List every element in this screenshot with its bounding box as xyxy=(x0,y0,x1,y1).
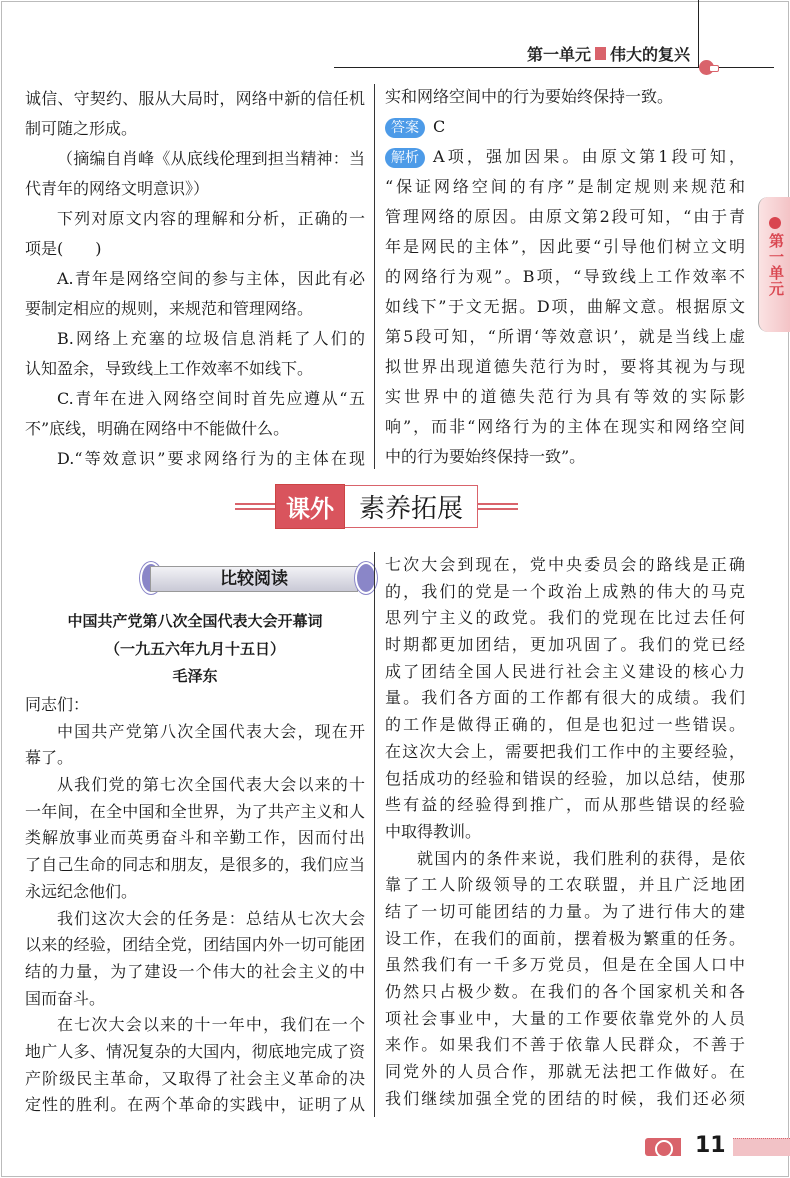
text-line: 以来的经验，团结全党，团结国内外一切可能团 xyxy=(25,935,365,955)
text-line: 结了一切可能团结的力量。为了进行伟大的建 xyxy=(385,901,745,921)
answer-value: C xyxy=(433,117,446,136)
text-line: 中取得教训。 xyxy=(385,821,482,841)
analysis-tag: 解析 xyxy=(385,148,425,168)
page-decoration xyxy=(733,1138,790,1156)
text-line: 的，我们的党是一个政治上成熟的伟大的马克 xyxy=(385,581,745,601)
bottom-right-column xyxy=(385,552,745,1112)
text-line: 如线下”于文无据。D项，曲解文意。根据原文 xyxy=(385,297,745,316)
text-line: 就国内的条件来说，我们胜利的获得，是依 xyxy=(417,848,745,868)
text-line: 来作。如果我们不善于依靠人民群众，不善于 xyxy=(385,1035,745,1055)
text-line: “保证网络空间的有序”是制定规则来规范和 xyxy=(385,177,745,196)
text-line: 同党外的人员合作，那就无法把工作做好。在 xyxy=(385,1062,745,1082)
text-line: 虽然我们有一千多万党员，但是在全国人口中 xyxy=(385,955,745,975)
text-line: 在七次大会以来的十一年中，我们在一个 xyxy=(57,1015,365,1035)
text-line: 些有益的经验得到推广，而从那些错误的经验 xyxy=(385,795,745,815)
text-line: 类解放事业而英勇奋斗和辛勤工作，因而付出 xyxy=(25,828,365,848)
text-line: D.“等效意识”要求网络行为的主体在现 xyxy=(57,449,365,468)
section-banner xyxy=(235,484,518,528)
bottom-left-column xyxy=(25,692,365,1119)
article-title: 中国共产党第八次全国代表大会开幕词 xyxy=(67,612,323,630)
page-number: 11 xyxy=(695,1133,726,1158)
text-line: 要制定相应的规则，来规范和管理网络。 xyxy=(25,299,314,318)
text-line: 的工作是做得正确的，但是也犯过一些错误。 xyxy=(385,715,745,735)
text-line: 认知盈余，导致线上工作效率不如线下。 xyxy=(25,359,314,378)
text-line: 了自己生命的同志和朋友，是很多的，我们应当 xyxy=(25,855,365,875)
text-line: 在这次大会上，需要把我们工作中的主要经验， xyxy=(385,741,745,761)
answer-column xyxy=(385,82,745,472)
text-line: 我们这次大会的任务是：总结从七次大会 xyxy=(57,908,365,928)
unit-label: 第一单元 xyxy=(526,45,591,64)
text-line: 时期都更加团结，更加巩固了。我们的党已经 xyxy=(385,635,745,655)
article-date: （一九五六年九月十五日） xyxy=(104,640,285,658)
column-divider xyxy=(374,552,375,1117)
text-line: 响”，而非“网络行为的主体在现实和网络空间 xyxy=(385,417,745,436)
text-line: 拟世界出现道德失范行为时，要将其视为与现 xyxy=(385,357,745,376)
text-line: 成了团结全国人民进行社会主义建设的核心力 xyxy=(385,661,745,681)
top-left-column xyxy=(25,84,365,474)
text-line: 诚信、守契约、服从大局时，网络中新的信任机 xyxy=(25,89,365,108)
text-line: 七次大会到现在，党中央委员会的路线是正确 xyxy=(385,555,745,574)
text-line: 制可随之形成。 xyxy=(25,119,138,138)
text-line: B.网络上充塞的垃圾信息消耗了人们的 xyxy=(57,329,365,348)
running-header xyxy=(527,42,690,65)
plug-icon xyxy=(699,60,714,75)
banner-left: 课外 xyxy=(275,484,345,529)
text-line: 实和网络空间中的行为要始终保持一致。 xyxy=(385,87,674,106)
section-label: 比较阅读 xyxy=(150,566,358,592)
side-tab-label: 第一单元 xyxy=(767,233,785,297)
text-line: （摘编自肖峰《从底线伦理到担当精神：当 xyxy=(57,149,365,168)
square-icon xyxy=(595,47,606,60)
text-line: 不”底线，明确在网络中不能做什么。 xyxy=(25,419,290,438)
banner-decoration xyxy=(235,503,275,510)
text-line: 国而奋斗。 xyxy=(25,988,106,1008)
text-line: 下列对原文内容的理解和分析，正确的一 xyxy=(57,209,365,228)
text-line: 结的力量，为了建设一个伟大的社会主义的中 xyxy=(25,961,365,981)
text-line: 设工作，在我们的面前，摆着极为繁重的任务。 xyxy=(385,928,745,948)
plug-icon xyxy=(645,1138,681,1156)
text-line: 量。我们各方面的工作都有很大的成绩。我们 xyxy=(385,688,745,708)
text-line: 实世界中的道德失范行为具有等效的实际影 xyxy=(385,387,745,406)
column-divider xyxy=(374,84,375,469)
text-line: 幕了。 xyxy=(25,748,74,768)
banner-right: 素养拓展 xyxy=(345,485,478,528)
text-line: 产阶级民主革命，又取得了社会主义革命的决 xyxy=(25,1068,365,1088)
text-line: 代青年的网络文明意识》） xyxy=(25,179,210,198)
answer-tag: 答案 xyxy=(385,118,425,138)
text-line: 中国共产党第八次全国代表大会，现在开 xyxy=(57,721,365,741)
text-line: 的网络行为观”。B项，“导致线上工作效率不 xyxy=(385,267,745,286)
banner-decoration xyxy=(478,503,518,510)
header-rule xyxy=(698,0,699,68)
plug-icon xyxy=(769,217,781,229)
text-line: 项社会事业中，大量的工作要依靠党外的人员 xyxy=(385,1008,745,1028)
text-line: 项是( ) xyxy=(25,239,102,258)
text-line: 靠了工人阶级领导的工农联盟，并且广泛地团 xyxy=(385,875,745,895)
text-line: 定性的胜利。在两个革命的实践中，证明了从 xyxy=(25,1095,365,1115)
text-line: 思列宁主义的政党。我们的党现在比过去任何 xyxy=(385,608,745,628)
text-line: 第5段可知，“所谓‘等效意识’，就是当线上虚 xyxy=(385,327,745,346)
unit-title: 伟大的复兴 xyxy=(609,45,690,64)
text-line: 仍然只占极少数。在我们的各个国家机关和各 xyxy=(385,982,745,1001)
article-author: 毛泽东 xyxy=(172,667,218,685)
text-line: A.青年是网络空间的参与主体，因此有必 xyxy=(57,269,365,288)
text-line: 中的行为要始终保持一致”。 xyxy=(385,447,586,466)
text-line: C.青年在进入网络空间时首先应遵从“五 xyxy=(57,389,365,408)
unit-side-tab xyxy=(758,197,790,332)
text-line: A项，强加因果。由原文第1段可知， xyxy=(433,147,745,166)
text-line: 从我们党的第七次全国代表大会以来的十 xyxy=(57,775,365,795)
text-line: 同志们： xyxy=(25,695,90,714)
text-line: 包括成功的经验和错误的经验，加以总结，使那 xyxy=(385,768,745,788)
text-line: 一年间，在全中国和全世界，为了共产主义和人 xyxy=(25,801,365,821)
text-line: 我们继续加强全党的团结的时候，我们还必须 xyxy=(385,1088,745,1108)
text-line: 地广人多、情况复杂的大国内，彻底地完成了资 xyxy=(25,1041,365,1061)
text-line: 永远纪念他们。 xyxy=(25,881,138,901)
text-line: 管理网络的原因。由原文第2段可知，“由于青 xyxy=(385,207,745,226)
text-line: 年是网民的主体”，因此要“引导他们树立文明 xyxy=(385,237,745,256)
